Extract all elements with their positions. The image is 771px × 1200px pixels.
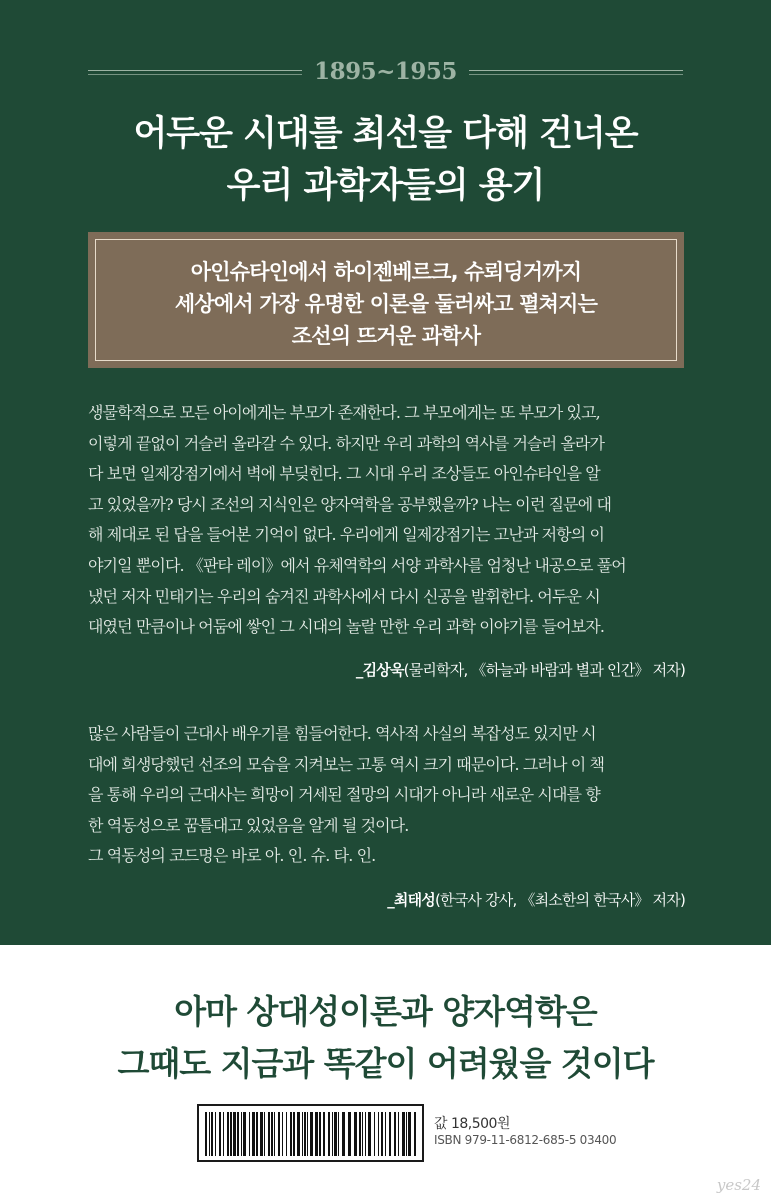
watermark-logo: yes24 (716, 1176, 761, 1194)
price-label: 값 18,500원 (434, 1116, 510, 1132)
headline-line-2: 우리 과학자들의 용기 (226, 166, 545, 206)
review-line: 많은 사람들이 근대사 배우기를 힘들어한다. 역사적 사실의 복잡성도 있지만 시 (88, 724, 596, 743)
review-line: 대에 희생당했던 선조의 모습을 지켜보는 고통 역시 크기 때문이다. 그러나 이 책 (88, 754, 605, 774)
barcode-bar (297, 1112, 300, 1156)
barcode-bar (304, 1112, 306, 1156)
review-choi-text (88, 719, 688, 872)
barcode-bar (219, 1112, 221, 1156)
barcode-bar (249, 1112, 250, 1156)
barcode-bar (406, 1112, 407, 1156)
barcode-bar (271, 1112, 273, 1156)
barcode-bar (362, 1112, 363, 1156)
review-line: 야기일 뿐이다. 《판타 레이》에서 유체역학의 서양 과학사를 엄청난 내공으로 풀어 (88, 555, 626, 575)
barcode-bar (374, 1112, 375, 1156)
isbn-label: ISBN 979-11-6812-685-5 03400 (434, 1133, 617, 1147)
barcode-bar (227, 1112, 229, 1156)
barcode-bar (256, 1112, 258, 1156)
barcode-bar (223, 1112, 224, 1156)
tagline-line-2: 세상에서 가장 유명한 이론을 둘러싸고 펼쳐지는 (174, 292, 598, 316)
barcode-bars (203, 1112, 418, 1156)
barcode-bar (286, 1112, 287, 1156)
attribution-dash: _ (355, 661, 363, 679)
review-line: 다 보면 일제강점기에서 벽에 부딪힌다. 그 시대 우리 조상들도 아인슈타인을 알 (88, 464, 600, 484)
review-line: 해 제대로 된 답을 들어본 기억이 없다. 우리에게 일제강점기는 고난과 저항의 이 (88, 525, 605, 545)
barcode-bar (402, 1112, 405, 1156)
review-line: 냈던 저자 민태기는 우리의 숨겨진 과학사에서 다시 신공을 발휘한다. 어두운 시 (88, 586, 600, 606)
barcode-bar (241, 1112, 242, 1156)
barcode-bar (389, 1112, 391, 1156)
review-line: 대였던 만큼이나 어둠에 쌓인 그 시대의 놀랄 만한 우리 과학 이야기를 들어보자. (88, 617, 605, 637)
barcode-bar (205, 1112, 207, 1156)
isbn-barcode (197, 1104, 424, 1162)
barcode-bar (368, 1112, 371, 1156)
barcode-bar (348, 1112, 351, 1156)
review-kim-text (88, 398, 688, 643)
barcode-bar (264, 1112, 265, 1156)
barcode-bar (398, 1112, 399, 1156)
barcode-bar (310, 1112, 313, 1156)
attribution-name: 김상욱 (362, 661, 404, 679)
review-line: 고 있었을까? 당시 조선의 지식인은 양자역학을 공부했을까? 나는 이런 질문에 대 (88, 494, 612, 514)
barcode-bar (282, 1112, 283, 1156)
barcode-bar (332, 1112, 333, 1156)
barcode-bar (230, 1112, 232, 1156)
tagline-line-3: 조선의 뜨거운 과학사 (291, 324, 481, 348)
barcode-bar (385, 1112, 386, 1156)
barcode-bar (319, 1112, 321, 1156)
barcode-bar (378, 1112, 379, 1156)
tagline-box (88, 232, 684, 368)
barcode-bar (354, 1112, 357, 1156)
barcode-bar (274, 1112, 275, 1156)
barcode-bar (237, 1112, 239, 1156)
barcode-bar (334, 1112, 337, 1156)
attribution-name: 최태성 (393, 891, 435, 909)
attribution-credit: (한국사 강사, 《최소한의 한국사》 저자) (434, 891, 685, 909)
barcode-bar (328, 1112, 330, 1156)
headline-line-1: 어두운 시대를 최선을 다해 건너온 (133, 114, 638, 154)
barcode-bar (381, 1112, 383, 1156)
barcode-bar (323, 1112, 325, 1156)
barcode-bar (307, 1112, 308, 1156)
review-kim-attribution (356, 659, 685, 680)
year-range: 1895~1955 (314, 58, 457, 85)
barcode-bar (342, 1112, 345, 1156)
tagline-line-1: 아인슈타인에서 하이젠베르크, 슈뢰딩거까지 (190, 260, 582, 284)
barcode-bar (243, 1112, 246, 1156)
bottom-quote-line-2: 그때도 지금과 똑같이 어려웠을 것이다 (117, 1044, 654, 1083)
year-rule-right (469, 70, 683, 71)
barcode-bar (233, 1112, 236, 1156)
review-line: 생물학적으로 모든 아이에게는 부모가 존재한다. 그 부모에게는 또 부모가 있고, (88, 403, 600, 422)
attribution-dash: _ (387, 891, 394, 909)
review-line: 을 통해 우리의 근대사는 희망이 거세된 절망의 시대가 아니라 새로운 시대를 향 (88, 785, 600, 805)
year-banner (88, 58, 683, 84)
attribution-credit: (물리학자, 《하늘과 바람과 별과 인간》 저자) (403, 661, 685, 679)
barcode-bar (260, 1112, 263, 1156)
barcode-bar (290, 1112, 292, 1156)
barcode-bar (414, 1112, 416, 1156)
review-line: 그 역동성의 코드명은 바로 아. 인. 슈. 타. 인. (88, 846, 376, 866)
barcode-bar (211, 1112, 213, 1156)
review-line: 한 역동성으로 꿈틀대고 있었음을 알게 될 것이다. (88, 815, 409, 835)
barcode-bar (278, 1112, 280, 1156)
barcode-bar (252, 1112, 255, 1156)
barcode-bar (302, 1112, 303, 1156)
barcode-bar (209, 1112, 210, 1156)
barcode-bar (268, 1112, 270, 1156)
review-line: 이렇게 끝없이 거슬러 올라갈 수 있다. 하지만 우리 과학의 역사를 거슬러 올라가 (88, 433, 605, 453)
barcode-bar (338, 1112, 339, 1156)
barcode-bar (359, 1112, 361, 1156)
review-choi-attribution (387, 889, 685, 910)
barcode-bar (315, 1112, 318, 1156)
barcode-bar (365, 1112, 366, 1156)
bottom-quote-line-1: 아마 상대성이론과 양자역학은 (174, 992, 597, 1031)
barcode-bar (293, 1112, 295, 1156)
barcode-bar (215, 1112, 216, 1156)
barcode-bar (408, 1112, 411, 1156)
barcode-bar (394, 1112, 396, 1156)
